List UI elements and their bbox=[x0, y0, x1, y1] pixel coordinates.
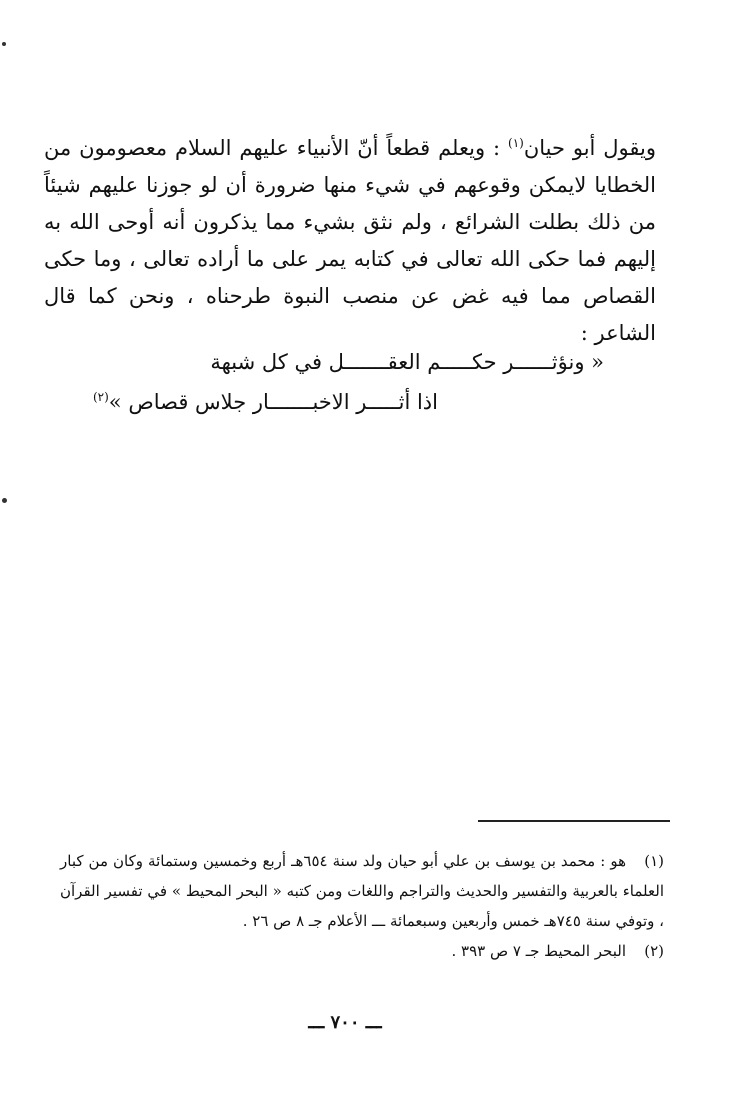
footnote-1-text: هو : محمد بن يوسف بن علي أبو حيان ولد سنة ٦٥٤هـ أربع وخمسين وستمائة وكان من كبار العلماء بالعربية والتفسير والحديث والتراجم واللغات ومن كتبه « البحر المحيط » في تفسير القرآن ، وتوفي سنة ٧٤٥هـ خمس وأربعين وسبعمائة ـــ الأعلام جـ ٨ ص ٢٦ . bbox=[60, 852, 664, 930]
paragraph-text: : ويعلم قطعاً أنّ الأنبياء عليهم السلام معصومون من الخطايا لايمكن وقوعهم في شيء منها ضرورة أن لو جوزنا عليهم شيئاً من ذلك بطلت الشرائع ، ولم نثق بشيء مما يذكرون أنه أوحى الله به إليهم فما حكى الله تعالى في كتابه يمر على ما أراده تعالى ، وما حكى القصاص مما فيه غض عن منصب النبوة طرحناه ، ونحن كما قال الشاعر : bbox=[44, 136, 656, 345]
footnote-1 bbox=[60, 846, 664, 936]
paragraph-opening: ويقول أبو حيان bbox=[523, 136, 656, 160]
footnote-2 bbox=[60, 936, 664, 966]
footnote-ref-2: (٢) bbox=[92, 390, 109, 404]
poem-line-2-text: اذا أثـــــر الاخبـــــــار جلاس قصاص » bbox=[108, 390, 438, 414]
footnote-2-text: البحر المحيط جـ ٧ ص ٣٩٣ . bbox=[451, 942, 626, 960]
scan-speck-middle bbox=[2, 498, 7, 503]
footnote-divider bbox=[478, 820, 670, 822]
page-number: ـــ ٧٠٠ ـــ bbox=[308, 1012, 382, 1033]
footnote-ref-1: (١) bbox=[508, 136, 524, 150]
footnote-1-number: (١) bbox=[644, 852, 664, 870]
poem-line-2 bbox=[93, 390, 438, 414]
poem-line-1: « ونؤثــــــر حكـــــم العقـــــــل في كل شبهة bbox=[210, 350, 604, 374]
scan-speck-top bbox=[2, 42, 6, 46]
main-paragraph bbox=[44, 130, 656, 352]
footnote-2-number: (٢) bbox=[644, 942, 664, 960]
footnotes bbox=[60, 846, 664, 966]
